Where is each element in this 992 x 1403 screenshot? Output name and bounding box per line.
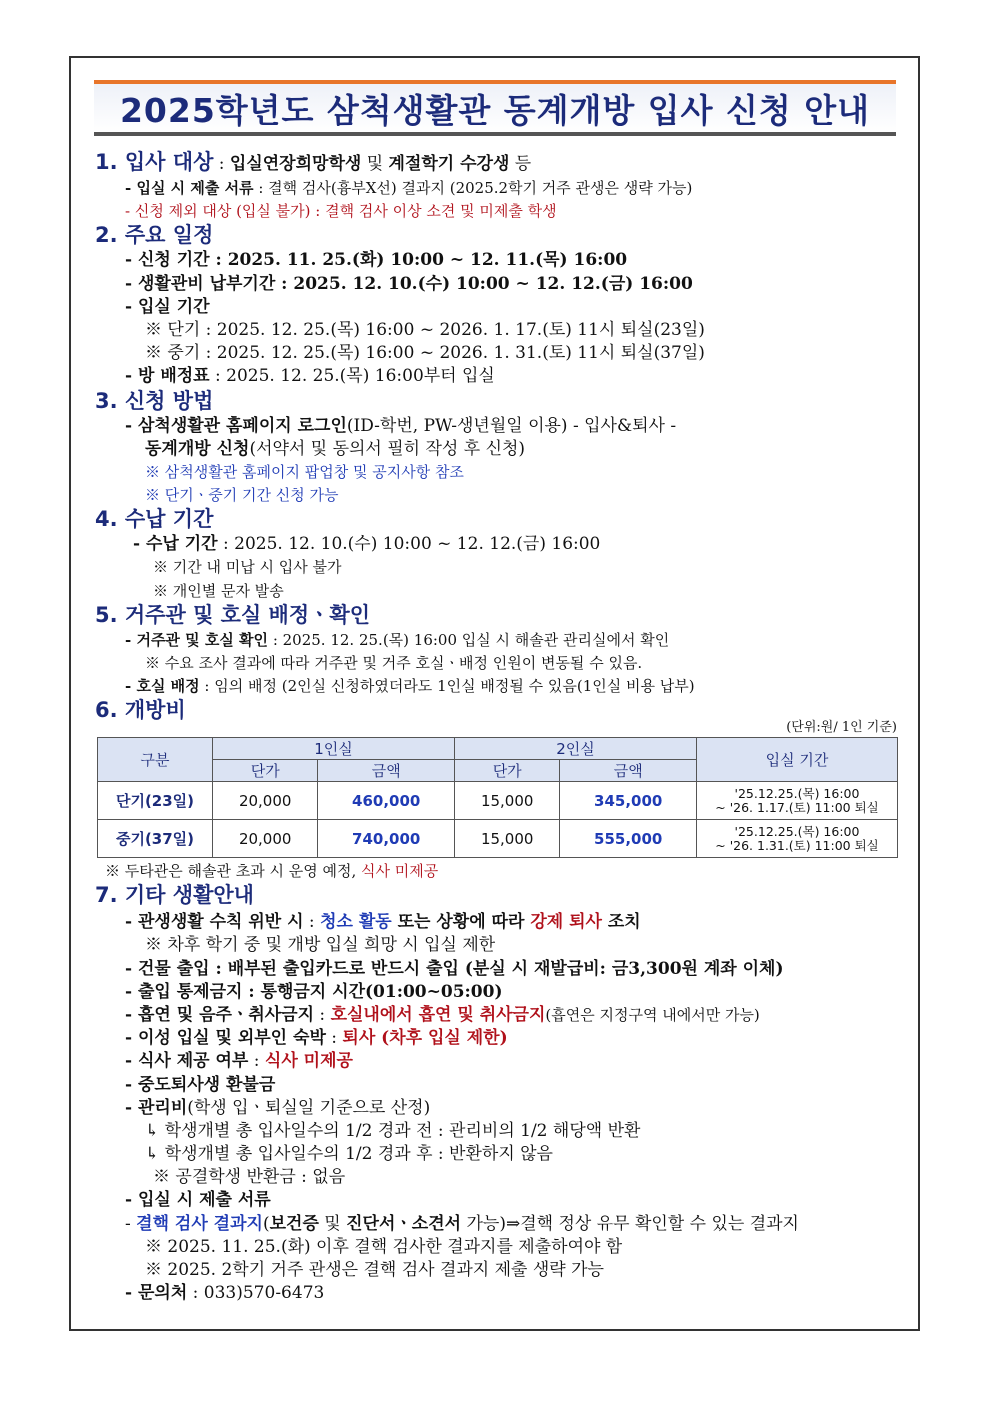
separator: : (303, 912, 321, 933)
or-text: 또는 상황에 따라 (391, 912, 531, 933)
single-unit: 20,000 (213, 782, 318, 820)
room-check-detail: : 2025. 12. 25.(목) 16:00 입실 시 해솔관 관리실에서 확인 (268, 630, 670, 649)
document-body (95, 150, 900, 724)
room-assign-detail: : 임의 배정 (2인실 신청하였더라도 1인실 배정될 수 있음(1인실 비용 납부) (199, 677, 695, 696)
visitor-rule-label: - 이성 입실 및 외부인 숙박 (125, 1028, 326, 1049)
demand-note: ※ 수요 조사 결과에 따라 거주관 및 거주 호실ㆍ배정 인원이 변동될 수 있음. (145, 654, 643, 672)
table-unit-note: (단위:원/ 1인 기준) (786, 720, 897, 735)
room-assignment-label: - 방 배정표 (125, 366, 210, 387)
single-unit: 20,000 (213, 820, 318, 858)
table-row (98, 820, 898, 858)
excused-refund-note: ※ 공결학생 반환금 : 없음 (153, 1167, 346, 1188)
curfew-rule: - 출입 통제금지 : 통행금지 시간(01:00~05:00) (125, 981, 503, 1002)
double-unit: 15,000 (454, 820, 559, 858)
building-access-rule: - 건물 출입 : 배부된 출입카드로 반드시 출입 (분실 시 재발급비: 금3,300원 계좌 이체) (125, 958, 784, 979)
period-end: ~ '26. 1.31.(토) 11:00 퇴실 (715, 837, 879, 853)
visitor-rule: 퇴사 (차후 입실 제한) (342, 1028, 508, 1049)
page-title: 2025학년도 삼척생활관 동계개방 입사 신청 안내 (119, 90, 871, 130)
single-amount: 740,000 (318, 820, 455, 858)
document-body-lower (95, 860, 900, 1305)
exclusion-note: - 신청 제외 대상 (입실 불가) : 결핵 검사 이상 소견 및 미제출 학생 (125, 202, 557, 221)
winter-apply-detail: (서약서 및 동의서 필히 작성 후 신청) (249, 438, 526, 459)
section-5-heading: 5. 거주관 및 호실 배정ㆍ확인 (95, 602, 370, 627)
period-start: '25.12.25.(목) 16:00 (734, 785, 860, 801)
single-unit-header: 단가 (213, 760, 318, 782)
section-1-heading: 1. 입사 대상 (95, 150, 214, 174)
etc-text: 등 (509, 154, 532, 174)
unpaid-note: ※ 기간 내 미납 시 입사 불가 (153, 558, 342, 577)
medical-cert: 진단서ㆍ소견서 (346, 1213, 462, 1234)
action-text: 조치 (601, 912, 641, 933)
room-check-label: - 거주관 및 호실 확인 (125, 630, 269, 649)
section-7-heading: 7. 기타 생활안내 (95, 883, 254, 908)
separator: : (213, 154, 230, 174)
separator: : (325, 1028, 343, 1049)
health-cert: 보건증 (269, 1213, 319, 1234)
meal-status: 식사 미제공 (264, 1051, 353, 1072)
col-type-header: 구분 (98, 738, 213, 782)
docs-text: : 결핵 검사(흉부X선) 결과지 (2025.2학기 거주 관생은 생략 가능) (253, 179, 693, 197)
term-note: ※ 단기ㆍ중기 기간 신청 가능 (145, 486, 339, 505)
target-students-2: 계절학기 수강생 (388, 154, 510, 174)
separator: : (248, 1051, 265, 1072)
refund-before-half: ↳ 학생개별 총 입사일수의 1/2 경과 전 : 관리비의 1/2 해당액 반환 (145, 1120, 641, 1141)
login-detail: (ID-학번, PW-생년월일 이용) - 입사&퇴사 - (346, 415, 677, 436)
double-unit: 15,000 (454, 782, 559, 820)
mid-term-period: ※ 중기 : 2025. 12. 25.(목) 16:00 ~ 2026. 1. 31.(토) 11시 퇴실(37일) (145, 343, 705, 364)
double-room-header: 2인실 (454, 738, 696, 760)
table-row (98, 782, 898, 820)
payment-label: - 수납 기간 (133, 534, 218, 555)
period-start: '25.12.25.(목) 16:00 (734, 823, 860, 839)
apply-period: - 신청 기간 : 2025. 11. 25.(화) 10:00 ~ 12. 11.(목) 16:00 (125, 250, 628, 271)
short-term-period: ※ 단기 : 2025. 12. 25.(목) 16:00 ~ 2026. 1. 17.(토) 11시 퇴실(23일) (145, 319, 705, 340)
conjunction: 및 (361, 154, 389, 174)
submission-docs-label: - 입실 시 제출 서류 (125, 1190, 271, 1211)
cleaning-activity: 청소 활동 (320, 912, 392, 933)
section-4-heading: 4. 수납 기간 (95, 507, 214, 532)
double-amount: 555,000 (560, 820, 697, 858)
dash: - (125, 1213, 137, 1234)
single-room-header: 1인실 (213, 738, 455, 760)
management-fee-label: - 관리비 (125, 1097, 188, 1118)
double-unit-header: 단가 (454, 760, 559, 782)
forced-leave: 강제 퇴사 (530, 912, 602, 933)
meal-label: - 식사 제공 여부 (125, 1051, 249, 1072)
docs-label: - 입실 시 제출 서류 (125, 179, 254, 197)
payment-detail: : 2025. 12. 10.(수) 10:00 ~ 12. 12.(금) 16:00 (217, 534, 601, 555)
dutagwan-note: ※ 두타관은 해솔관 초과 시 운영 예정, (105, 862, 362, 880)
fee-table (97, 737, 898, 858)
target-students: 입실연장희망학생 (229, 154, 362, 174)
tb-date-note: ※ 2025. 11. 25.(화) 이후 결핵 검사한 결과지를 제출하여야 함 (145, 1236, 623, 1257)
winter-apply-label: 동계개방 신청 (145, 438, 250, 459)
login-instruction: - 삼척생활관 홈페이지 로그인 (125, 415, 347, 436)
room-assignment-text: : 2025. 12. 25.(목) 16:00부터 입실 (209, 366, 495, 387)
row-period (697, 820, 898, 858)
refund-after-half: ↳ 학생개별 총 입사일수의 1/2 경과 후 : 반환하지 않음 (145, 1144, 553, 1165)
period-end: ~ '26. 1.17.(토) 11:00 퇴실 (715, 799, 879, 815)
smoking-rule: 호실내에서 흡연 및 취사금지 (330, 1004, 546, 1025)
violation-note: ※ 차후 학기 중 및 개방 입실 희망 시 입실 제한 (145, 935, 496, 956)
smoking-rule-label: - 흡연 및 음주ㆍ취사금지 (125, 1004, 315, 1025)
no-meal-note: 식사 미제공 (361, 862, 439, 880)
separator: : (314, 1004, 331, 1025)
refund-label: - 중도퇴사생 환불금 (125, 1074, 276, 1095)
double-amount: 345,000 (560, 782, 697, 820)
row-label: 중기(37일) (98, 820, 213, 858)
tb-exempt-note: ※ 2025. 2학기 거주 관생은 결핵 검사 결과지 제출 생략 가능 (145, 1260, 604, 1280)
tb-doc-detail: 가능)⇒결핵 정상 유무 확인할 수 있는 결과지 (461, 1213, 799, 1234)
single-amount: 460,000 (318, 782, 455, 820)
double-amount-header: 금액 (560, 760, 697, 782)
smoking-note: (흡연은 지정구역 내에서만 가능) (545, 1005, 760, 1024)
room-assign-label: - 호실 배정 (125, 677, 200, 696)
title-banner (94, 80, 896, 136)
period-header: 입실 기간 (697, 738, 898, 782)
single-amount-header: 금액 (318, 760, 455, 782)
popup-note: ※ 삼척생활관 홈페이지 팝업창 및 공지사항 참조 (145, 462, 464, 481)
payment-period: - 생활관비 납부기간 : 2025. 12. 10.(수) 10:00 ~ 12. 12.(금) 16:00 (125, 273, 693, 294)
row-label: 단기(23일) (98, 782, 213, 820)
section-6-heading: 6. 개방비 (95, 698, 186, 723)
contact-phone: : 033)570-6473 (187, 1283, 325, 1304)
row-period (697, 782, 898, 820)
contact-label: - 문의처 (125, 1283, 188, 1304)
section-3-heading: 3. 신청 방법 (95, 388, 214, 413)
rule-violation-label: - 관생생활 수칙 위반 시 (125, 912, 304, 933)
stay-period-label: - 입실 기간 (125, 296, 210, 317)
management-fee-detail: (학생 입ㆍ퇴실일 기준으로 산정) (187, 1097, 431, 1118)
and-text: 및 (318, 1213, 347, 1234)
paren: ( (262, 1213, 270, 1234)
tb-result-doc: 결핵 검사 결과지 (136, 1213, 263, 1234)
sms-note: ※ 개인별 문자 발송 (153, 581, 284, 600)
section-2-heading: 2. 주요 일정 (95, 223, 214, 248)
